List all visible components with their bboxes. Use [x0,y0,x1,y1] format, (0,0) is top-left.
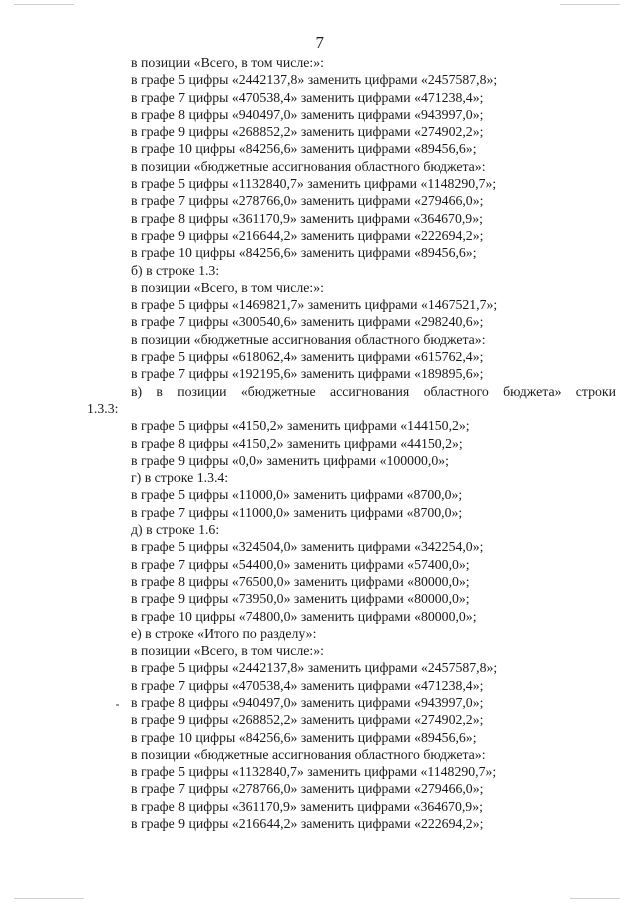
text-line: в графе 5 цифры «11000,0» заменить цифрами «8700,0»; [131,487,463,503]
scan-artifact-top [14,4,74,5]
text-line: в графе 7 цифры «278766,0» заменить цифрами «279466,0»; [131,193,484,209]
scan-artifact-bottom-right [570,898,620,899]
document-body [0,54,640,832]
text-line: в графе 5 цифры «324504,0» заменить цифрами «342254,0»; [131,539,484,555]
text-line: в позиции «бюджетные ассигнования областного бюджета»: [131,331,486,347]
text-line: е) в строке «Итого по разделу»: [131,625,317,641]
text-line: в) в позиции «бюджетные ассигнования областного бюджета» строки [131,383,616,399]
text-line: в графе 8 цифры «940497,0» заменить цифрами «943997,0»; [131,694,484,710]
text-line: в позиции «Всего, в том числе:»: [131,643,324,659]
text-line: в графе 7 цифры «300540,6» заменить цифрами «298240,6»; [131,314,484,330]
text-line: б) в строке 1.3: [131,262,220,278]
text-line: в графе 5 цифры «618062,4» заменить цифрами «615762,4»; [131,349,484,365]
page-number: 7 [315,33,325,52]
text-line: в позиции «бюджетные ассигнования областного бюджета»: [131,746,486,762]
text-line: в графе 9 цифры «73950,0» заменить цифрами «80000,0»; [131,591,470,607]
text-line: г) в строке 1.3.4: [131,470,229,486]
text-line: в графе 10 цифры «74800,0» заменить цифрами «80000,0»; [131,608,477,624]
text-line: в графе 9 цифры «0,0» заменить цифрами «100000,0»; [131,452,449,468]
text-line: в графе 7 цифры «470538,4» заменить цифрами «471238,4»; [131,677,484,693]
text-line: в графе 7 цифры «192195,6» заменить цифрами «189895,6»; [131,366,484,382]
text-line: в графе 10 цифры «84256,6» заменить цифрами «89456,6»; [131,141,477,157]
text-line: в графе 8 цифры «940497,0» заменить цифрами «943997,0»; [131,106,484,122]
text-line: в графе 7 цифры «278766,0» заменить цифрами «279466,0»; [131,781,484,797]
text-line: в графе 5 цифры «2442137,8» заменить цифрами «2457587,8»; [131,72,498,88]
text-line: в графе 8 цифры «361170,9» заменить цифрами «364670,9»; [131,210,483,226]
text-line: в графе 9 цифры «268852,2» заменить цифрами «274902,2»; [131,712,484,728]
text-line: в графе 7 цифры «54400,0» заменить цифрами «57400,0»; [131,556,470,572]
text-line: в графе 8 цифры «4150,2» заменить цифрами «44150,2»; [131,435,463,451]
text-line: 1.3.3: [87,400,119,416]
text-line: в графе 9 цифры «268852,2» заменить цифрами «274902,2»; [131,124,484,140]
text-line: в позиции «бюджетные ассигнования областного бюджета»: [131,158,486,174]
text-line: в позиции «Всего, в том числе:»: [131,55,324,70]
text-line: в графе 5 цифры «2442137,8» заменить цифрами «2457587,8»; [131,660,498,676]
text-line: в позиции «Всего, в том числе:»: [131,279,324,295]
text-line: в графе 10 цифры «84256,6» заменить цифрами «89456,6»; [131,245,477,261]
scan-artifact-bottom [14,898,84,899]
text-line: в графе 8 цифры «76500,0» заменить цифрами «80000,0»; [131,573,470,589]
text-line: в графе 5 цифры «1132840,7» заменить цифрами «1148290,7»; [131,764,497,780]
text-line: в графе 7 цифры «11000,0» заменить цифрами «8700,0»; [131,504,463,520]
text-line: в графе 9 цифры «216644,2» заменить цифрами «222694,2»; [131,816,484,832]
text-line: в графе 5 цифры «4150,2» заменить цифрами «144150,2»; [131,418,470,434]
text-line: в графе 8 цифры «361170,9» заменить цифрами «364670,9»; [131,798,483,814]
text-line: д) в строке 1.6: [131,522,220,538]
text-line: в графе 5 цифры «1469821,7» заменить цифрами «1467521,7»; [131,297,498,313]
text-line: в графе 10 цифры «84256,6» заменить цифрами «89456,6»; [131,729,477,745]
text-line: в графе 9 цифры «216644,2» заменить цифрами «222694,2»; [131,227,484,243]
text-line: в графе 7 цифры «470538,4» заменить цифрами «471238,4»; [131,89,484,105]
scan-artifact-top-right [560,4,620,5]
text-line: в графе 5 цифры «1132840,7» заменить цифрами «1148290,7»; [131,176,497,192]
